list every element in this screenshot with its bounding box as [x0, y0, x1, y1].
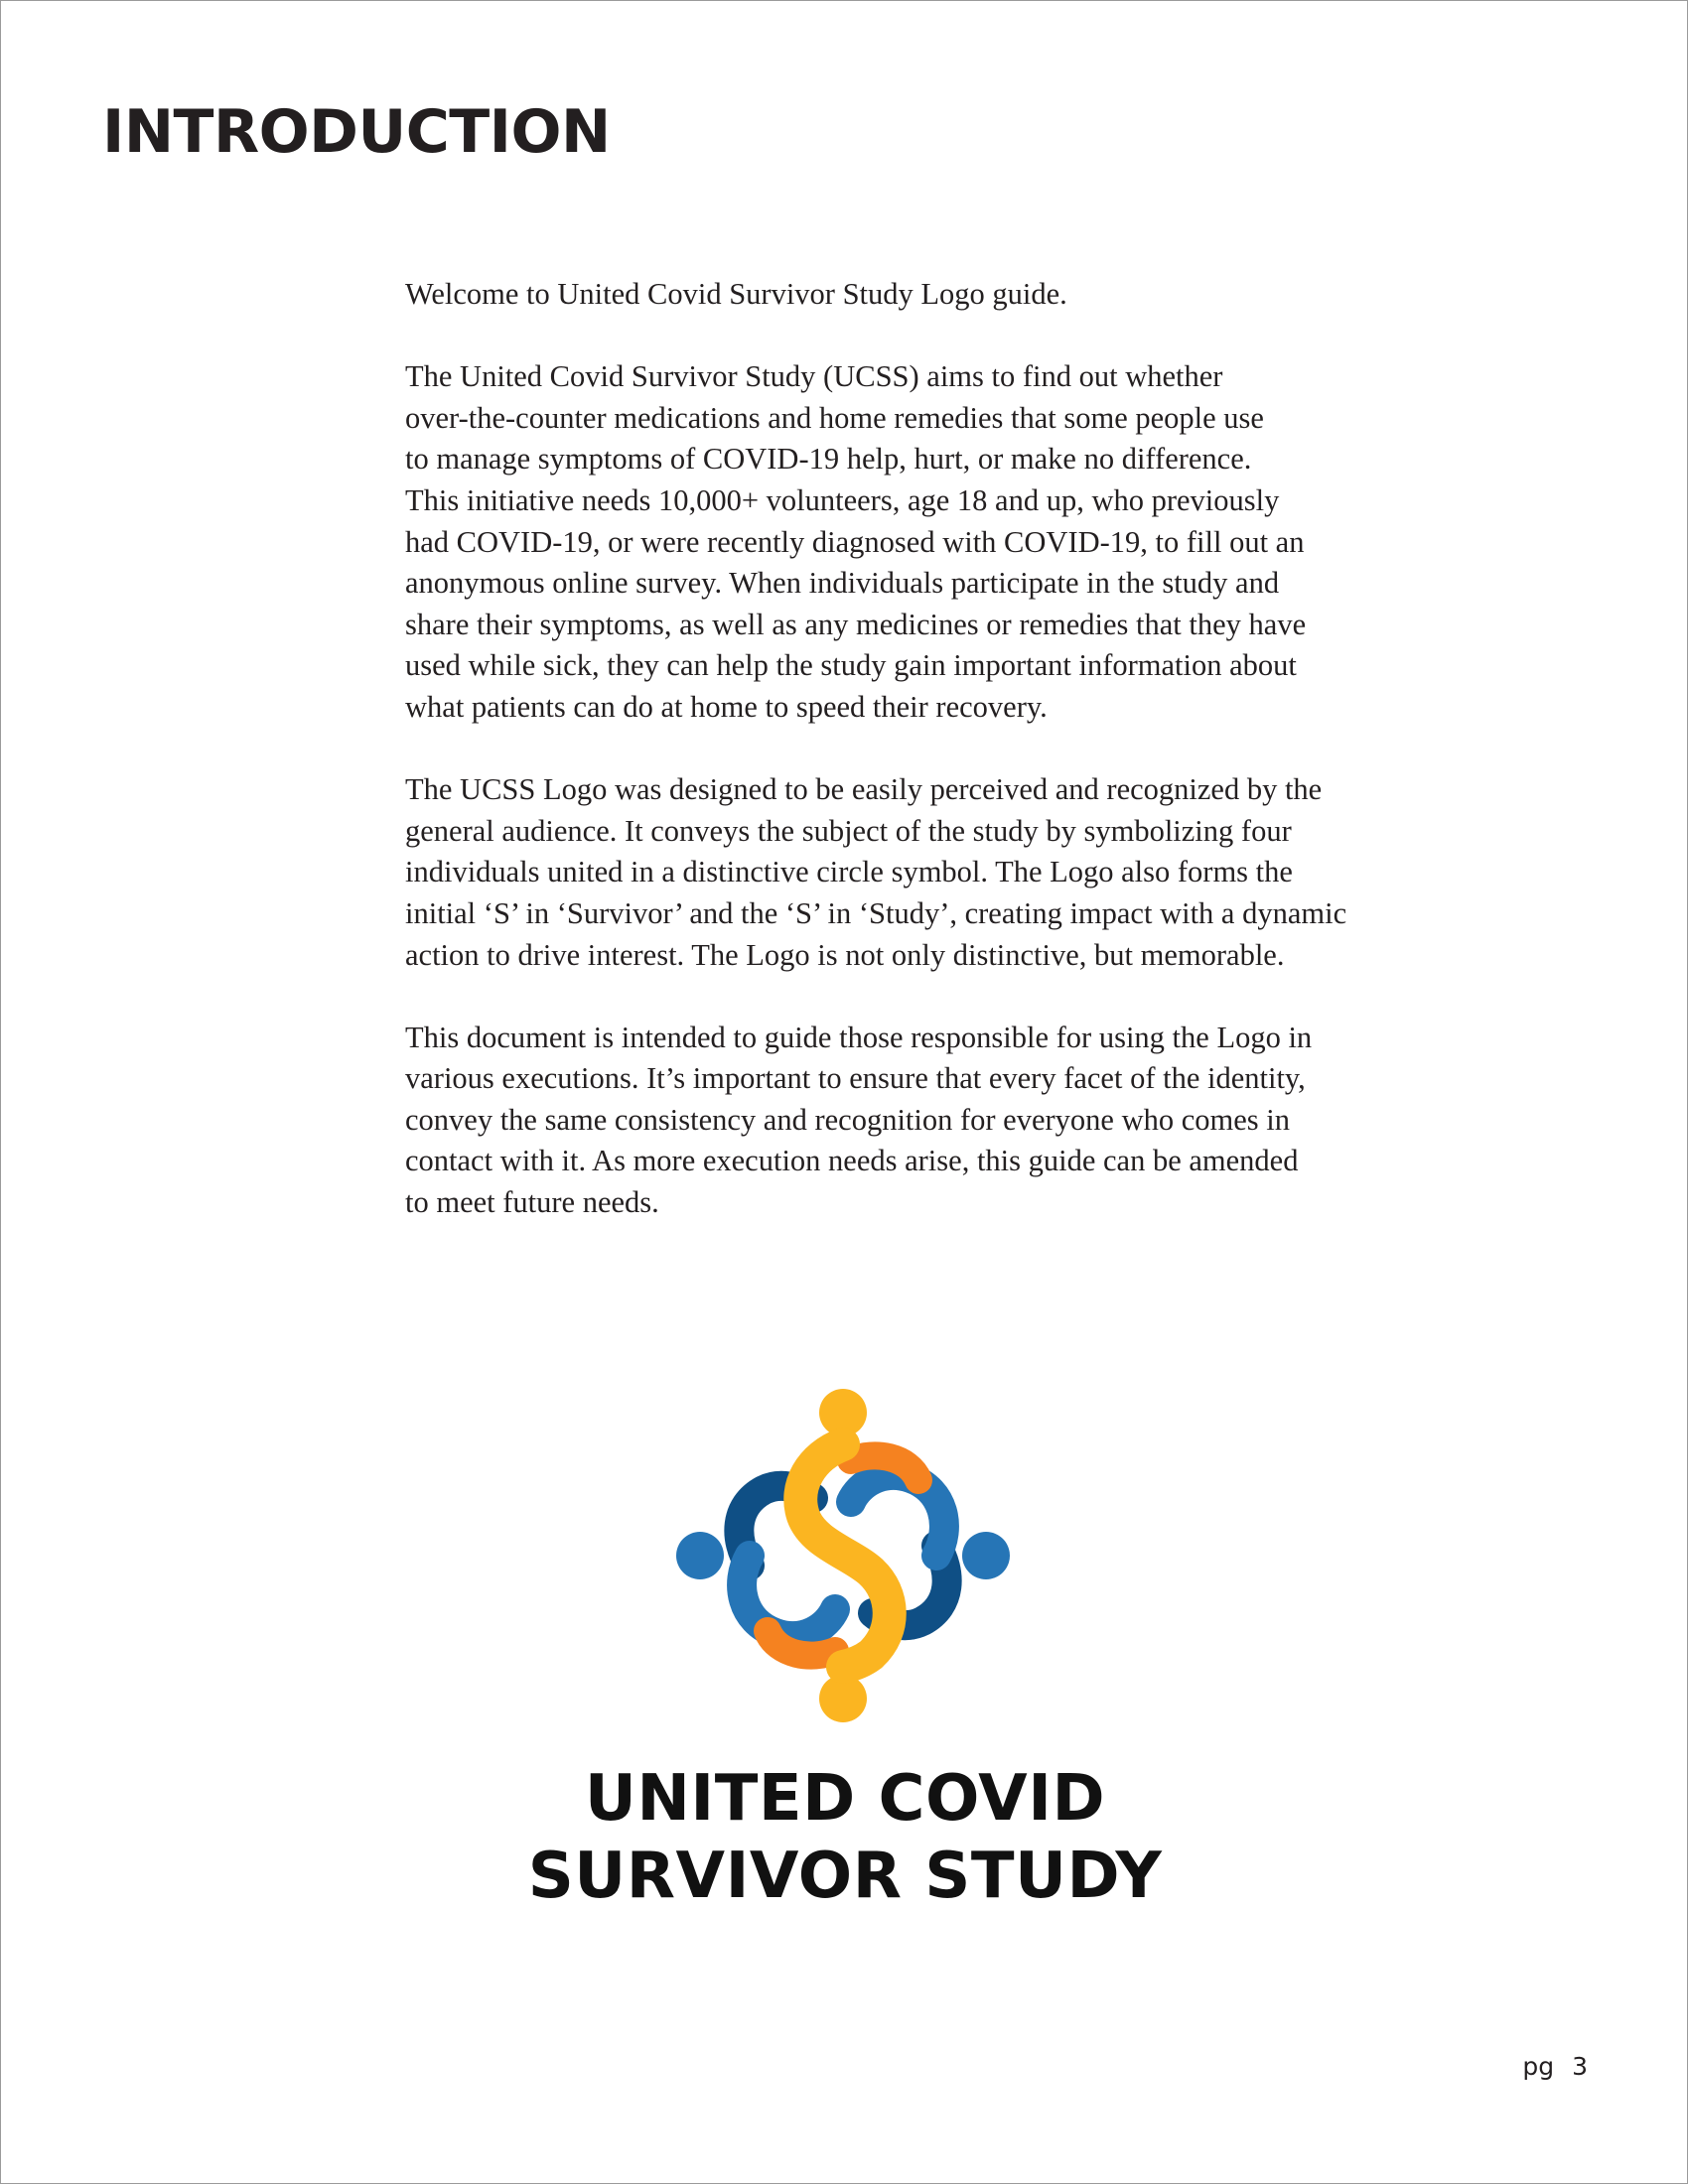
paragraph-logo-design — [405, 769, 1438, 976]
wordmark-line-1: UNITED COVID — [584, 1762, 1106, 1836]
text-line: contact with it. As more execution needs arise, this guide can be amended — [405, 1144, 1299, 1178]
paragraph-welcome — [405, 274, 1438, 316]
page-number — [1522, 2052, 1588, 2081]
text-line: share their symptoms, as well as any medicines or remedies that they have — [405, 607, 1307, 641]
logo-figure-right-head — [962, 1532, 1010, 1579]
text-line: This initiative needs 10,000+ volunteers, age 18 and up, who previously — [405, 482, 1280, 517]
text-line: over-the-counter medications and home remedies that some people use — [405, 400, 1264, 435]
logo-wordmark — [349, 1760, 1341, 1915]
text-line: to manage symptoms of COVID-19 help, hurt, or make no difference. — [405, 442, 1252, 477]
ucss-four-figures-s-logo-icon — [676, 1389, 1010, 1722]
page-number-value: 3 — [1572, 2052, 1588, 2081]
text-line: used while sick, they can help the study gain important information about — [405, 648, 1297, 683]
text-line: This document is intended to guide those responsible for using the Logo in — [405, 1020, 1313, 1054]
text-line: anonymous online survey. When individuals participate in the study and — [405, 566, 1280, 601]
text-line: convey the same consistency and recognition for everyone who comes in — [405, 1102, 1290, 1137]
page-heading: INTRODUCTION — [102, 97, 611, 167]
text-line: The United Covid Survivor Study (UCSS) aims to find out whether — [405, 359, 1223, 394]
text-line: initial ‘S’ in ‘Survivor’ and the ‘S’ in ‘Study’, creating impact with a dynamic — [405, 895, 1347, 930]
paragraph-document-purpose — [405, 1018, 1438, 1224]
text-line: action to drive interest. The Logo is not only distinctive, but memorable. — [405, 937, 1285, 972]
paragraph-study-aims — [405, 356, 1438, 728]
text-line: individuals united in a distinctive circle symbol. The Logo also forms the — [405, 855, 1293, 889]
text-line: various executions. It’s important to ensure that every facet of the identity, — [405, 1061, 1306, 1096]
introduction-body — [405, 274, 1438, 1265]
text-line: The UCSS Logo was designed to be easily perceived and recognized by the — [405, 772, 1323, 807]
text-line: what patients can do at home to speed their recovery. — [405, 689, 1048, 724]
text-line: to meet future needs. — [405, 1185, 659, 1220]
text-line: general audience. It conveys the subject of the study by symbolizing four — [405, 813, 1292, 848]
page-label: pg — [1522, 2052, 1555, 2081]
wordmark-line-2: SURVIVOR STUDY — [527, 1840, 1163, 1913]
logo-figure-left-head — [676, 1532, 724, 1579]
text-line: Welcome to United Covid Survivor Study Logo guide. — [405, 277, 1067, 311]
text-line: had COVID-19, or were recently diagnosed with COVID-19, to fill out an — [405, 524, 1305, 559]
